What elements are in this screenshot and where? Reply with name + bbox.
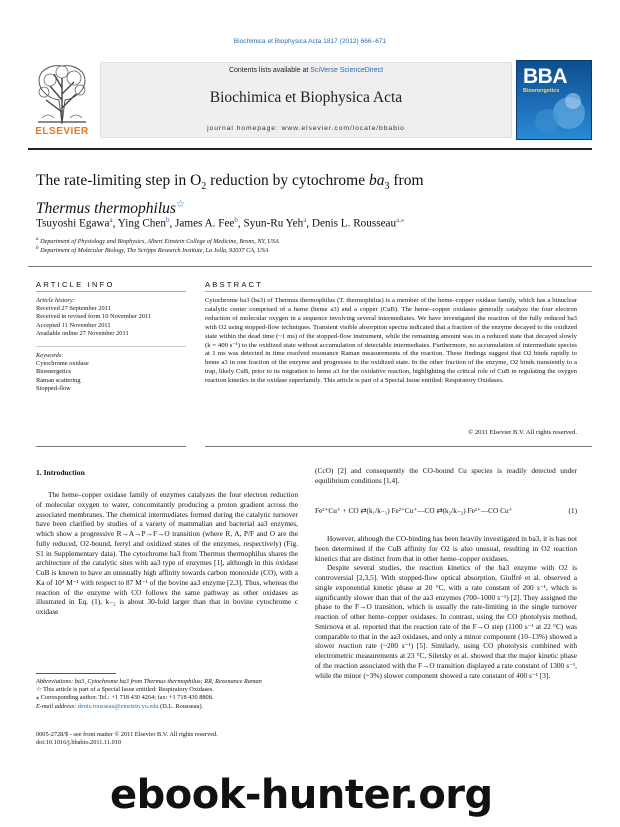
author-list: Tsuyoshi Egawa$^a$, Ying Chen$^b$, James A. Fee$^b$, Syun-Ru Yeh$^a$, Denis L. Rousseau$^{a,⁎}$ xyxy=(36,216,405,230)
section-heading-introduction: 1. Introduction xyxy=(36,468,85,477)
section-divider xyxy=(36,446,186,447)
keyword: Raman scattering xyxy=(36,376,81,384)
title-species: Thermus thermophilus xyxy=(36,200,176,218)
author-name[interactable]: Ying Chen xyxy=(117,217,166,230)
article-title: The rate-limiting step in $O_2$ reduction by cytochrome $ba_3$ from Thermus thermophilus☆ xyxy=(36,172,424,218)
article-info-rule xyxy=(36,291,186,292)
body-column-left: The heme–copper oxidase family of enzymes catalyzes the four electron reduction of molecular oxygen to water, concomitantly producing a proton gradient across the associated membranes. The chemical intermediates formed during the catalytic turnover have been clarified by studies of a variety of mammalian and bacterial aa3 enzymes, which show a progressive R→A→P→F→O transition (where R, A, P/F and O are the fully reduced, O2-bound, ferryl and oxidized states of the enzymes, respectively) (Fig. S1 in Supplementary data). The cytochrome ba3 from Thermus thermophilus shares the architecture of the catalytic sites with aa3 type of enzymes [1], although in this oxidase CuB is known to have an unusually high affinity towards carbon monoxide (CO), with a Ka of 10⁴ M⁻¹ with respect to 87 M⁻¹ of the bovine aa3 enzyme [2,3]. Thus, whereas the reaction of the enzyme with CO follows the same pathway as other oxidases as illustrated in Eq. (1), k₋₂ is about 30-fold larger than that in bovine cytochrome c oxidase xyxy=(36,490,298,616)
contents-availability-line xyxy=(101,67,511,74)
article-history xyxy=(36,297,186,338)
footnotes xyxy=(36,678,298,711)
masthead-rule xyxy=(28,148,592,150)
history-item: Accepted 11 November 2011 xyxy=(36,321,111,329)
copyright-notice: © 2011 Elsevier B.V. All rights reserved. xyxy=(468,429,577,436)
history-item: Received in revised form 10 November 2011 xyxy=(36,313,152,321)
email-link[interactable]: denis.rousseau@einstein.yu.edu xyxy=(77,702,159,710)
body-column-right xyxy=(315,534,577,680)
abstract-heading: ABSTRACT xyxy=(205,280,264,289)
author-name[interactable]: Syun-Ru Yeh xyxy=(243,217,304,230)
body-column-right-top: (CcO) [2] and consequently the CO-bound Cu species is readily detected under equilibrium conditions [1,4]. xyxy=(315,466,577,485)
footnote-rule xyxy=(36,673,116,674)
front-matter-info xyxy=(36,731,298,747)
doi-link[interactable]: doi:10.1016/j.bbabio.2011.11.010 xyxy=(36,739,122,747)
journal-header-box xyxy=(100,62,512,138)
history-item: Available online 27 November 2011 xyxy=(36,329,129,337)
keywords-label: Keywords: xyxy=(36,352,64,359)
journal-cover-thumbnail xyxy=(516,60,592,140)
keyword: Cytochrome oxidase xyxy=(36,360,89,368)
cover-letters: BBA xyxy=(523,65,567,88)
abbreviations-note: Abbreviations: ba3, Cytochrome ba3 from Thermus thermophilus; RR, Resonance Raman xyxy=(36,678,262,685)
journal-homepage-link[interactable]: journal homepage: www.elsevier.com/locate/bbabio xyxy=(207,125,405,132)
title-star-note-link[interactable]: ☆ xyxy=(175,199,185,211)
abstract-rule xyxy=(205,291,592,292)
keyword: Bioenergetics xyxy=(36,368,72,376)
equation-1 xyxy=(315,504,577,526)
author-name[interactable]: Denis L. Rousseau xyxy=(311,217,397,230)
history-item: Received 27 September 2011 xyxy=(36,305,111,313)
section-divider xyxy=(28,266,592,267)
issn-line: 0005-2728/$ - see front matter © 2011 Elsevier B.V. All rights reserved. xyxy=(36,731,218,738)
abstract-text: Cytochrome ba3 (ba3) of Thermus thermophilus (T. thermophilus) is a member of the heme–copper oxidase family, which has a binuclear catalytic center comprised of a heme (heme a3) and a copper (CuB). The heme–copper oxidases generally catalyze the four electron reduction of molecular oxygen in a sequence involving several intermediates. We have investigated the reaction of the fully reduced ba3 with O2 using stopped-flow techniques. Transient visible absorption spectra indicated that a fraction of the enzyme decayed to the oxidized state within the dead time (~1 ms) of the stopped-flow instrument, while the remaining amount was in a reduced state that decayed slowly (k = 400 s⁻¹) to the oxidized state without accumulation of detectable intermediates. Furthermore, no accumulation of intermediate species at 1 ms was detected in time resolved resonance Raman measurements of the reaction. These findings suggest that O2 binds rapidly to heme a3 in one fraction of the enzyme and progresses to the oxidized state. In the other fraction of the enzyme, O2 binds transiently to a trap, likely CuB, prior to its migration to heme a3 for the oxidative reaction, highlighting the critical role of CuB in regulating the oxygen reaction kinetics in the oxidase superfamily. This article is part of a Special Issue entitled: Respiratory Oxidases. xyxy=(205,297,577,385)
journal-title: Biochimica et Biophysica Acta xyxy=(209,89,403,106)
section-divider xyxy=(205,446,592,447)
author-name[interactable]: Tsuyoshi Egawa xyxy=(36,217,110,230)
affiliation-a: $^a$ Department of Physiology and Biophysics, Albert Einstein College of Medicine, Bronx, NY, USA xyxy=(36,236,279,246)
keywords xyxy=(36,352,186,393)
author-name[interactable]: James A. Fee xyxy=(175,217,235,230)
paragraph: However, although the CO-binding has been heavily investigated in ba3, it is has not been determined if the CuB affinity for O2 is also unusual, resulting in O2 reaction kinetics that are distinct from that in other heme–copper oxidases. xyxy=(315,534,577,563)
history-label: Article history: xyxy=(36,297,75,304)
history-keywords-rule xyxy=(36,346,186,347)
affiliation-b: $^b$ Department of Molecular Biology, The Scripps Research Institute, La Jolla, 92037 CA, USA xyxy=(36,245,269,255)
equation-body: Fe²⁺Cu⁺ + CO ⇄(k₁/k₋₁) Fe²⁺Cu⁺—CO ⇄(k₂/k₋₂) Fe²⁺—CO Cu⁺ xyxy=(315,506,513,515)
publisher-wordmark: ELSEVIER xyxy=(35,126,89,137)
watermark-text: ebook-hunter.org xyxy=(110,772,493,818)
paragraph: Despite several studies, the reaction kinetics of the ba3 enzyme with O2 is controversial [2,3,5]. With stopped-flow optical absorption, Giuffré et al. observed a single exponential kinetic phase at 20 °C, with a rate constant of 200 s⁻¹, which is significantly slower than that of the aa3 enzymes (700–1000 s⁻¹) [2]. They assigned the phase to the F→O transition, which is usually the rate-limiting in the single turnover reaction of other heme–copper oxidases. In contrast, using the CO photolysis method, Smirnova et al. reported that the reaction rate of the F→O step (1100 s⁻¹ at 22 °C) was comparable to that in the aa3 oxidases, and only a minor component (10–13%) showed a slower reaction rate (~200 s⁻¹) [5]. Similarly, using CO photolysis combined with electrometric measurements at 23 °C, Siletsky et al. showed that the major kinetic phase of the reaction associated with the F→O transition displayed a rate constant of 1300 s⁻¹, while the minor (~3%) slower component showed a rate constant of 400 s⁻¹ [3]. xyxy=(315,563,577,680)
masthead xyxy=(28,60,592,142)
email-line: E-mail address: denis.rousseau@einstein.yu.edu (D.L. Rousseau). xyxy=(36,702,204,710)
equation-number: (1) xyxy=(568,506,577,515)
keyword: Stopped-flow xyxy=(36,384,71,392)
journal-reference[interactable]: Biochimica et Biophysica Acta 1817 (2012) 666–671 xyxy=(233,38,387,45)
corresponding-author-note: ⁎ Corresponding author. Tel.: +1 718 430 4264; fax: +1 718 430 8808. xyxy=(36,694,214,702)
contents-prefix: Contents lists available at xyxy=(228,67,311,74)
cover-subtitle: Bioenergetics xyxy=(523,88,560,94)
article-info-heading: ARTICLE INFO xyxy=(36,280,115,289)
sciencedirect-link[interactable]: SciVerse ScienceDirect xyxy=(310,67,384,74)
special-issue-note: ☆ This article is part of a Special Issue entitled: Respiratory Oxidases. xyxy=(36,686,214,694)
